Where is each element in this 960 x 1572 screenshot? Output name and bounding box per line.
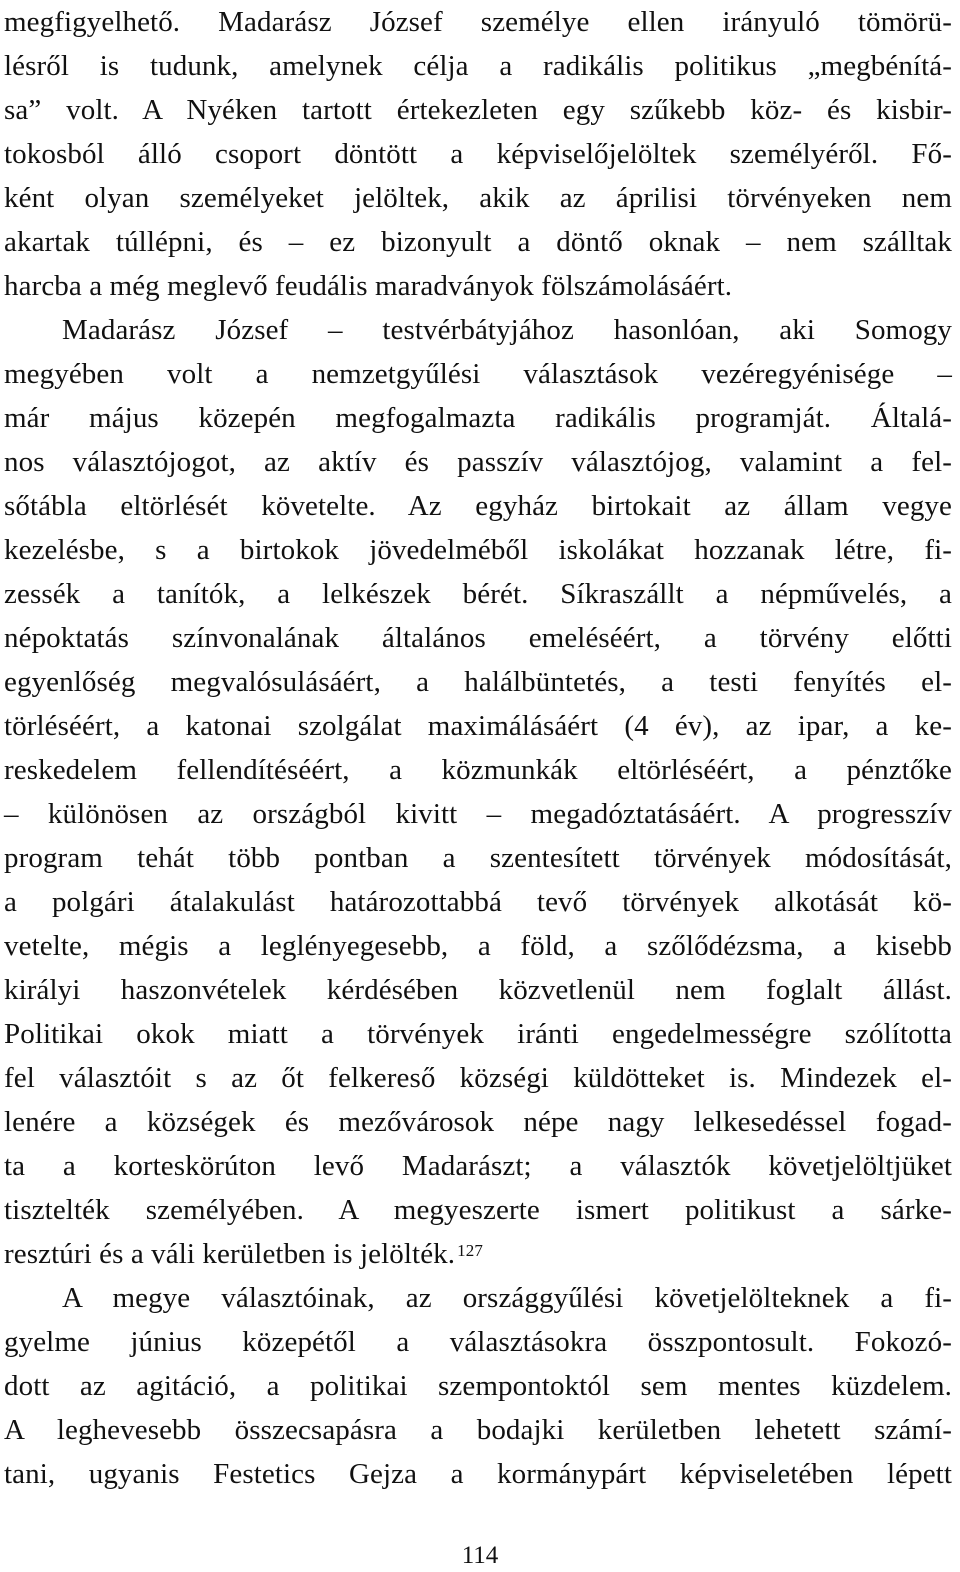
text-line: megyében volt a nemzetgyűlési választások vezéregyénisége – bbox=[4, 358, 952, 390]
text-line: dott az agitáció, a politikai szempontoktól sem mentes küzdelem. bbox=[4, 1370, 952, 1402]
text-line: királyi haszonvételek kérdésében közvetlenül nem foglalt állást. bbox=[4, 974, 952, 1006]
text-line: harcba a még meglevő feudális maradványok fölszámolásáért. bbox=[4, 270, 733, 302]
text-line: tokosból álló csoport döntött a képviselőjelöltek személyéről. Fő- bbox=[4, 138, 952, 170]
text-line: sőtábla eltörlését követelte. Az egyház birtokait az állam vegye bbox=[4, 490, 952, 522]
footnote-reference[interactable]: 127 bbox=[457, 1241, 483, 1260]
text-line: Madarász József – testvérbátyjához hasonlóan, aki Somogy bbox=[62, 314, 952, 346]
text-line: akartak túllépni, és – ez bizonyult a döntő oknak – nem szálltak bbox=[4, 226, 952, 258]
text-line: egyenlőség megvalósulásáért, a halálbüntetés, a testi fenyítés el- bbox=[4, 666, 952, 698]
text-line bbox=[4, 1232, 952, 1276]
text-line: lenére a községek és mezővárosok népe nagy lelkesedéssel fogad- bbox=[4, 1106, 952, 1138]
text-line: a polgári átalakulást határozottabbá tevő törvények alkotását kö- bbox=[4, 886, 952, 918]
text-line: program tehát több pontban a szentesített törvények módosítását, bbox=[4, 842, 952, 874]
text-line: – különösen az országból kivitt – megadóztatásáért. A progresszív bbox=[4, 798, 952, 830]
text-line: már május közepén megfogalmazta radikális programját. Általá- bbox=[4, 402, 952, 434]
text-line: ta a korteskörúton levő Madarászt; a választók követjelöltjüket bbox=[4, 1150, 952, 1182]
text-line: vetelte, mégis a leglényegesebb, a föld, a szőlődézsma, a kisebb bbox=[4, 930, 952, 962]
text-line: törléséért, a katonai szolgálat maximálásáért (4 év), az ipar, a ke- bbox=[4, 710, 952, 742]
text-line: gyelme június közepétől a választásokra összpontosult. Fokozó- bbox=[4, 1326, 952, 1358]
text-line: lésről is tudunk, amelynek célja a radikális politikus „megbénítá- bbox=[4, 50, 952, 82]
text-line: A megye választóinak, az országgyűlési követjelölteknek a fi- bbox=[62, 1282, 952, 1314]
text-line-content: resztúri és a váli kerületben is jelölték. bbox=[4, 1238, 456, 1270]
text-line: Politikai okok miatt a törvények iránti engedelmességre szólította bbox=[4, 1018, 952, 1050]
text-line: nos választójogot, az aktív és passzív választójog, valamint a fel- bbox=[4, 446, 952, 478]
text-line: tisztelték személyében. A megyeszerte ismert politikust a sárke- bbox=[4, 1194, 952, 1226]
text-line: zessék a tanítók, a lelkészek bérét. Síkraszállt a népművelés, a bbox=[4, 578, 952, 610]
text-line: sa” volt. A Nyéken tartott értekezleten egy szűkebb köz- és kisbir- bbox=[4, 94, 952, 126]
text-line: tani, ugyanis Festetics Gejza a kormánypárt képviseletében lépett bbox=[4, 1458, 952, 1490]
text-line: reskedelem fellendítéséért, a közmunkák eltörléséért, a pénztőke bbox=[4, 754, 952, 786]
page-number: 114 bbox=[461, 1542, 499, 1569]
text-line: kezelésbe, s a birtokok jövedelméből iskolákat hozzanak létre, fi- bbox=[4, 534, 952, 566]
text-line: fel választóit s az őt felkereső községi küldötteket is. Mindezek el- bbox=[4, 1062, 952, 1094]
text-line: népoktatás színvonalának általános emeléséért, a törvény előtti bbox=[4, 622, 952, 654]
text-line: megfigyelhető. Madarász József személye ellen irányuló tömörü- bbox=[4, 6, 952, 38]
text-line: ként olyan személyeket jelöltek, akik az áprilisi törvényeken nem bbox=[4, 182, 952, 214]
text-line: A leghevesebb összecsapásra a bodajki kerületben lehetett számí- bbox=[4, 1414, 952, 1446]
